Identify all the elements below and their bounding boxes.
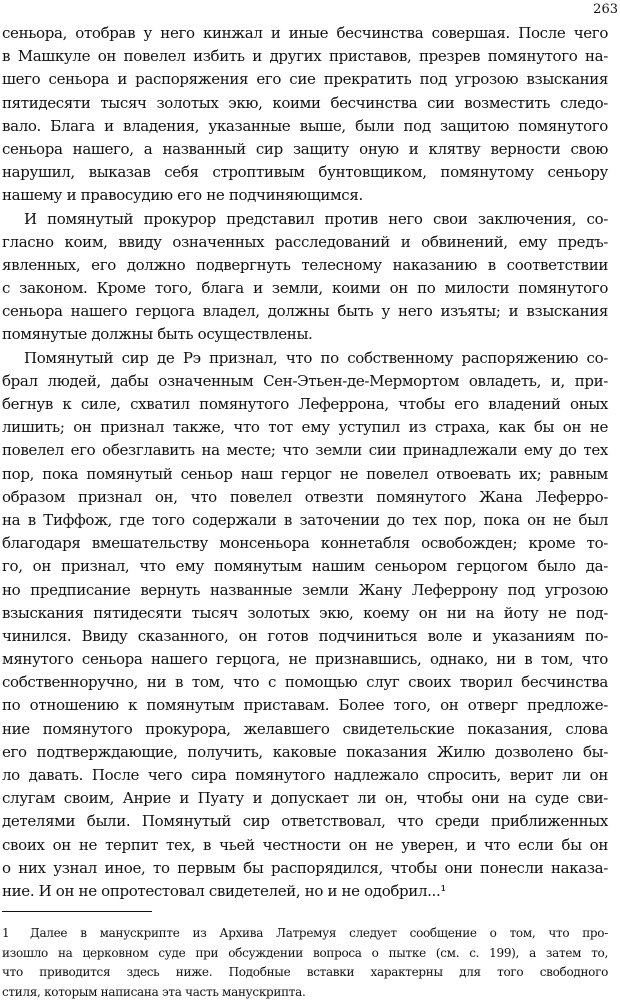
text-line: своих он не терпит тех, в чьей честности он не уверен, и что если бы он <box>2 835 608 854</box>
text-line: го, он признал, что ему помянутым нашим сеньором герцогом было да- <box>2 557 608 576</box>
text-line: в Машкуле он повелел избить и других приставов, презрев помянутого на- <box>2 47 608 66</box>
text-line: брал людей, дабы означенным Сен-Этьен-де-Мермортом овладеть, и, при- <box>2 371 608 390</box>
text-line: мянутого сеньора нашего герцога, не признавшись, однако, ни в том, что <box>2 650 608 669</box>
footnote-text: Далее в манускрипте из Архива Латремуя следует сообщение о том, что про- <box>30 926 608 940</box>
text-line: явленных, его должно подвергнуть телесному наказанию в соответствии <box>2 255 608 274</box>
text-line: но предписание вернуть названные земли Жану Леферрону под угрозою <box>2 580 608 599</box>
text-line: пор, пока помянутый сеньор наш герцог не повелел отвоевать их; равным <box>2 464 608 483</box>
text-line: с законом. Кроме того, блага и земли, коими он по милости помянутого <box>2 279 608 298</box>
text-line: образом признал он, что повелел отвезти помянутого Жана Леферро- <box>2 487 608 506</box>
text-line: ние помянутого прокурора, желавшего свидетельские показания, слова <box>2 719 608 738</box>
text-line: слугам своим, Анрие и Пуату и допускает ли он, чтобы они на суде сви- <box>2 789 608 808</box>
footnote-line <box>2 924 608 944</box>
text-line: сеньора, отобрав у него кинжал и иные бесчинства совершая. После чего <box>2 24 608 42</box>
text-line: на в Тиффож, где того содержали в заточении до тех пор, пока он не был <box>2 510 608 529</box>
text-line: чинился. Ввиду сказанного, он готов подчиниться воле и указаниям по- <box>2 626 608 645</box>
text-line: взыскания пятидесяти тысяч золотых экю, коему он ни на йоту не под- <box>2 603 608 622</box>
footnote-line: стиля, которым написана эта часть манускрипта. <box>2 984 306 999</box>
footnote-line: изошло на церковном суде при обсуждении вопроса о пытке (см. с. 199), а затем то, <box>2 945 608 960</box>
text-line: И помянутый прокурор представил против него свои заключения, со- <box>24 209 608 228</box>
footnotes <box>2 924 608 1002</box>
footnote-divider <box>2 911 152 912</box>
footnote-marker: 1 <box>2 926 10 940</box>
text-line: благодаря вмешательству монсеньора коннетабля освобожден; кроме то- <box>2 534 608 553</box>
text-line: шего сеньора и распоряжения его сие прекратить под угрозою взыскания <box>2 70 608 89</box>
text-line: помянутые должны быть осуществлены. <box>2 325 313 344</box>
footnote-line: что приводится здесь ниже. Подобные вставки характерны для того свободного <box>2 965 608 979</box>
text-line: ние. И он не опротестовал свидетелей, но и не одобрил...¹ <box>2 881 447 900</box>
text-line: сеньора нашего герцога владел, должны быть у него изъяты; и взыскания <box>2 302 608 321</box>
text-line: нашему и правосудию его не подчиняющимся. <box>2 186 363 205</box>
text-line: пятидесяти тысяч золотых экю, коими бесчинства сии возместить следо- <box>2 93 608 112</box>
text-line: ло давать. После чего сира помянутого надлежало спросить, верит ли он <box>2 766 608 784</box>
text-line: сеньора нашего, а названный сир защиту оную и клятву верности свою <box>2 139 608 158</box>
text-line: детелями были. Помянутый сир ответствовал, что среди приближенных <box>2 812 608 831</box>
text-line: лишить; он признал также, что тот ему уступил из страха, как бы он не <box>2 418 608 437</box>
page-number: 263 <box>593 2 618 17</box>
text-line: бегнув к силе, схватил помянутого Леферрона, чтобы его владений оных <box>2 395 608 413</box>
text-line: нарушил, выказав себя строптивым бунтовщиком, помянутому сеньору <box>2 163 608 182</box>
text-line: гласно коим, ввиду означенных расследований и обвинений, ему предъ- <box>2 232 608 251</box>
text-line: его подтверждающие, получить, каковые показания Жилю дозволено бы- <box>2 742 608 761</box>
text-line: о них узнал иное, то первым бы распорядился, чтобы они понесли наказа- <box>2 858 608 877</box>
text-line: собственноручно, ни в том, что с помощью слуг своих творил бесчинства <box>2 673 608 692</box>
text-line: по отношению к помянутым приставам. Более того, он отверг предложе- <box>2 696 608 715</box>
text-line: вало. Блага и владения, указанные выше, были под защитою помянутого <box>2 116 608 135</box>
text-line: повелел его обезглавить на месте; что земли сии принадлежали ему до тех <box>2 441 608 460</box>
text-line: Помянутый сир де Рэ признал, что по собственному распоряжению со- <box>24 348 608 367</box>
main-text <box>2 22 608 903</box>
